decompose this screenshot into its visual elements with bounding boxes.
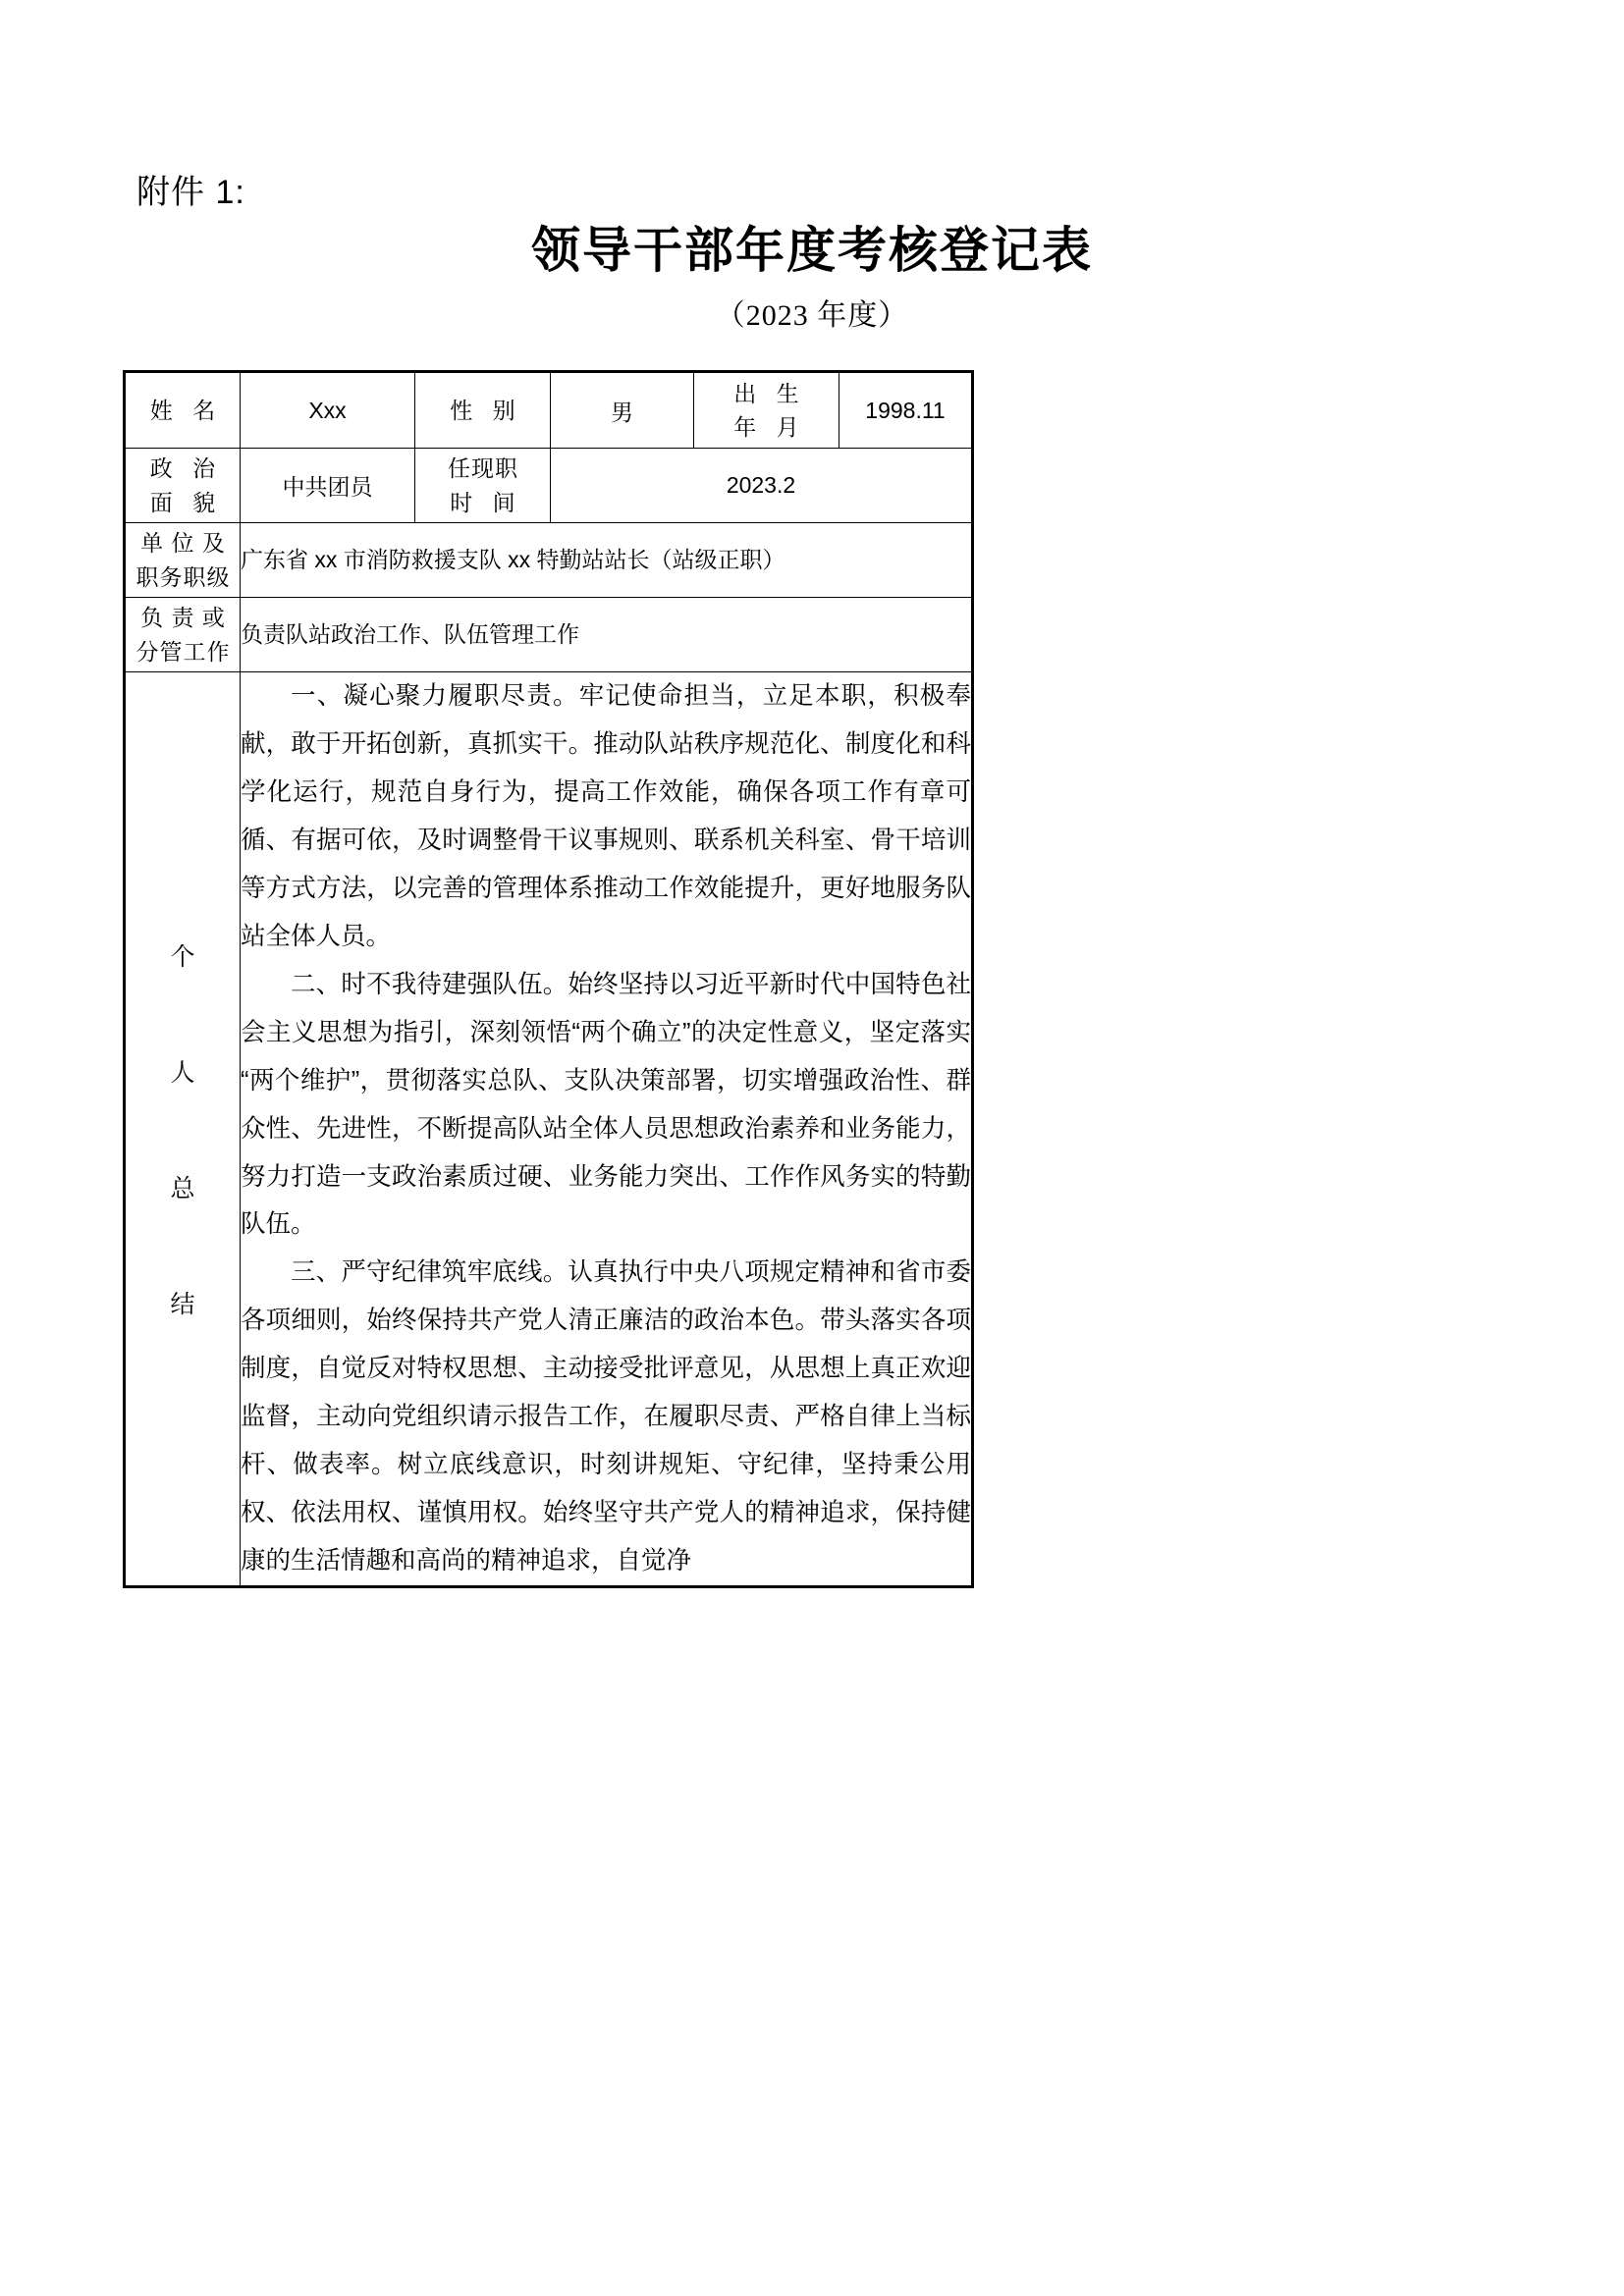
field-label-political-status-line2: 面 貌 [149, 489, 223, 515]
field-label-birth-date [694, 372, 839, 449]
table-row-basic-info [125, 372, 973, 449]
field-value-current-post-date: 2023.2 [551, 449, 973, 523]
field-label-current-post-date [415, 449, 551, 523]
field-label-responsibilities-line2: 分管工作 [135, 638, 231, 665]
field-label-unit-position [125, 523, 241, 598]
summary-paragraph-3: 三、严守纪律筑牢底线。认真执行中央八项规定精神和省市委各项细则，始终保持共产党人清正廉洁的政治本色。带头落实各项制度，自觉反对特权思想、主动接受批评意见，从思想上真正欢迎监督，主动向党组织请示报告工作，在履职尽责、严格自律上当标杆、做表率。树立底线意识，时刻讲规矩、守纪律，坚持秉公用权、依法用权、谨慎用权。始终坚守共产党人的精神追求，保持健康的生活情趣和高尚的精神追求，自觉净 [241, 1258, 971, 1575]
table-row-political-status [125, 449, 973, 523]
field-label-responsibilities [125, 598, 241, 672]
field-label-current-post-date-line1: 任现职 [448, 455, 518, 481]
field-value-birth-date: 1998.11 [839, 372, 973, 449]
appraisal-form-table [123, 370, 974, 1588]
field-label-personal-summary-char-3: 总 [170, 1175, 195, 1203]
field-label-personal-summary-char-2: 人 [170, 1059, 195, 1088]
field-label-responsibilities-line1: 负 责 或 [140, 605, 226, 630]
field-value-gender: 男 [551, 372, 694, 449]
summary-paragraph-1: 一、凝心聚力履职尽责。牢记使命担当，立足本职，积极奉献，敢于开拓创新，真抓实干。推动队站秩序规范化、制度化和科学化运行，规范自身行为，提高工作效能，确保各项工作有章可循、有据可依，及时调整骨干议事规则、联系机关科室、骨干培训等方式方法，以完善的管理体系推动工作效能提升，更好地服务队站全体人员。 [241, 682, 971, 950]
field-label-unit-position-line1: 单 位 及 [140, 530, 226, 556]
field-value-personal-summary [241, 672, 973, 1587]
field-label-personal-summary-char-4: 结 [170, 1291, 195, 1319]
field-value-responsibilities: 负责队站政治工作、队伍管理工作 [241, 598, 973, 672]
summary-paragraph-2: 二、时不我待建强队伍。始终坚持以习近平新时代中国特色社会主义思想为指引，深刻领悟“两个确立”的决定性意义，坚定落实“两个维护”，贯彻落实总队、支队决策部署，切实增强政治性、群众性、先进性，不断提高队站全体人员思想政治素养和业务能力，努力打造一支政治素质过硬、业务能力突出、工作作风务实的特勤队伍。 [241, 970, 971, 1239]
table-row-personal-summary [125, 672, 973, 1587]
field-value-unit-position: 广东省 xx 市消防救援支队 xx 特勤站站长（站级正职） [241, 523, 973, 598]
field-label-birth-date-line1: 出 生 [733, 380, 806, 406]
field-label-unit-position-line2: 职务职级 [135, 563, 231, 590]
field-label-personal-summary [125, 672, 241, 1587]
field-label-birth-date-line2: 年 月 [733, 414, 806, 440]
field-label-name: 姓 名 [125, 372, 241, 449]
attachment-label: 附件 1: [136, 174, 245, 211]
field-label-gender: 性 别 [415, 372, 551, 449]
field-label-personal-summary-char-1: 个 [170, 943, 195, 972]
field-label-political-status-line1: 政 治 [149, 455, 223, 481]
table-row-responsibilities [125, 598, 973, 672]
table-row-unit-position [125, 523, 973, 598]
field-label-political-status [125, 449, 241, 523]
field-value-political-status: 中共团员 [241, 449, 415, 523]
page-title: 领导干部年度考核登记表 [531, 223, 1093, 278]
page-subtitle: （2023 年度） [715, 299, 909, 332]
field-label-current-post-date-line2: 时 间 [450, 489, 522, 515]
field-value-name: Xxx [241, 372, 415, 449]
